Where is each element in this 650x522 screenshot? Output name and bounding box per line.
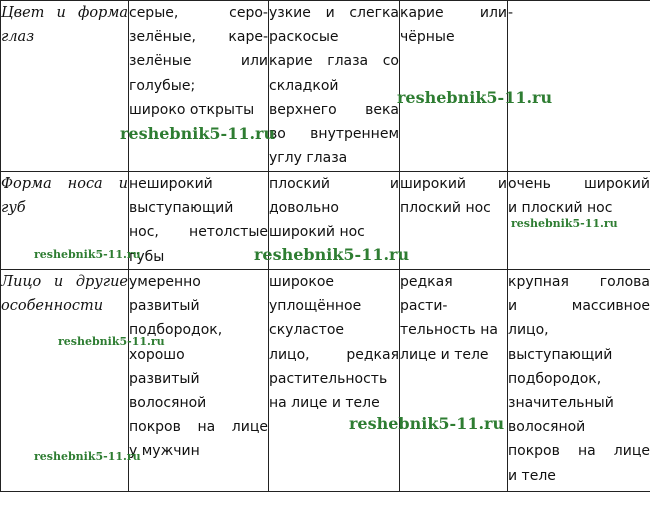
cell-line: подбородок, bbox=[129, 322, 223, 339]
cell-line: губы bbox=[129, 248, 165, 265]
cell-nose-3 bbox=[400, 172, 508, 270]
cell-line: хорошо bbox=[129, 346, 185, 363]
cell-line: подбородок, bbox=[508, 370, 602, 387]
cell-line: раскосые bbox=[269, 29, 339, 46]
cell-line: во внутреннем bbox=[269, 126, 399, 143]
cell-line: карие или bbox=[400, 5, 507, 21]
cell-face-2 bbox=[269, 270, 400, 492]
cell-line: нос, нетолстые bbox=[129, 224, 268, 241]
cell-line: расти- bbox=[400, 298, 448, 315]
cell-line: волосяной bbox=[508, 419, 586, 436]
row-label-nose: Форма носа и губ bbox=[1, 172, 129, 270]
cell-line: верхнего века bbox=[269, 101, 399, 118]
cell-line: волосяной bbox=[129, 395, 207, 412]
watermark: reshebnik5-11.ru bbox=[34, 248, 141, 261]
cell-line: крупная голова bbox=[508, 274, 650, 290]
cell-line: голубые; bbox=[129, 77, 196, 94]
cell-line: выступающий bbox=[508, 346, 613, 363]
cell-face-1 bbox=[129, 270, 269, 492]
cell-line: зелёные или bbox=[129, 53, 268, 70]
cell-eyes-2 bbox=[269, 1, 400, 172]
cell-line: и плоский нос bbox=[508, 200, 613, 217]
cell-line: широкое bbox=[269, 274, 334, 290]
cell-line: уплощённое bbox=[269, 298, 362, 315]
cell-line: лицо, bbox=[508, 322, 549, 339]
cell-line: на лице и теле bbox=[269, 395, 380, 412]
cell-line: неширокий bbox=[129, 176, 213, 192]
watermark: reshebnik5-11.ru bbox=[397, 88, 553, 107]
cell-line: плоский и bbox=[269, 176, 399, 192]
cell-line: скуластое bbox=[269, 322, 344, 339]
watermark: reshebnik5-11.ru bbox=[511, 217, 618, 230]
cell-line: тельность на bbox=[400, 322, 498, 339]
watermark: reshebnik5-11.ru bbox=[349, 414, 505, 433]
cell-line: умеренно bbox=[129, 274, 201, 290]
cell-line: плоский нос bbox=[400, 200, 491, 217]
cell-line: лицо, редкая bbox=[269, 346, 399, 363]
cell-face-4 bbox=[508, 270, 650, 492]
watermark: reshebnik5-11.ru bbox=[120, 124, 276, 143]
cell-eyes-4 bbox=[508, 1, 650, 172]
cell-line: чёрные bbox=[400, 29, 455, 46]
cell-line: зелёные, каре- bbox=[129, 29, 268, 46]
cell-line: широко открыты bbox=[129, 101, 255, 118]
cell-line: складкой bbox=[269, 77, 339, 94]
cell-line: развитый bbox=[129, 370, 200, 387]
cell-nose-1 bbox=[129, 172, 269, 270]
cell-line: и теле bbox=[508, 467, 556, 484]
cell-line: выступающий bbox=[129, 200, 234, 217]
cell-line: лице и теле bbox=[400, 346, 489, 363]
cell-line: редкая bbox=[400, 274, 453, 290]
cell-line: серые, серо- bbox=[129, 5, 268, 21]
cell-line: - bbox=[508, 5, 514, 21]
row-label-face: Лицо и другие особенности bbox=[1, 270, 129, 492]
cell-line: карие глаза со bbox=[269, 53, 399, 70]
cell-face-3 bbox=[400, 270, 508, 492]
cell-line: широкий и bbox=[400, 176, 507, 192]
watermark: reshebnik5-11.ru bbox=[254, 245, 410, 264]
cell-line: покров на лице bbox=[508, 443, 650, 460]
row-label-eyes: Цвет и форма глаз bbox=[1, 1, 129, 172]
cell-line: у мужчин bbox=[129, 443, 200, 460]
cell-line: и массивное bbox=[508, 298, 650, 315]
watermark: reshebnik5-11.ru bbox=[58, 335, 165, 348]
watermark: reshebnik5-11.ru bbox=[34, 450, 141, 463]
cell-line: растительность bbox=[269, 370, 388, 387]
cell-line: очень широкий bbox=[508, 176, 650, 192]
cell-line: довольно bbox=[269, 200, 339, 217]
cell-line: узкие и слегка bbox=[269, 5, 399, 21]
cell-line: широкий нос bbox=[269, 224, 365, 241]
cell-line: углу глаза bbox=[269, 150, 348, 167]
cell-eyes-3 bbox=[400, 1, 508, 172]
cell-line: покров на лице bbox=[129, 419, 268, 436]
cell-eyes-1 bbox=[129, 1, 269, 172]
cell-line: значительный bbox=[508, 395, 614, 412]
cell-line: развитый bbox=[129, 298, 200, 315]
table-row-eyes bbox=[1, 1, 650, 172]
